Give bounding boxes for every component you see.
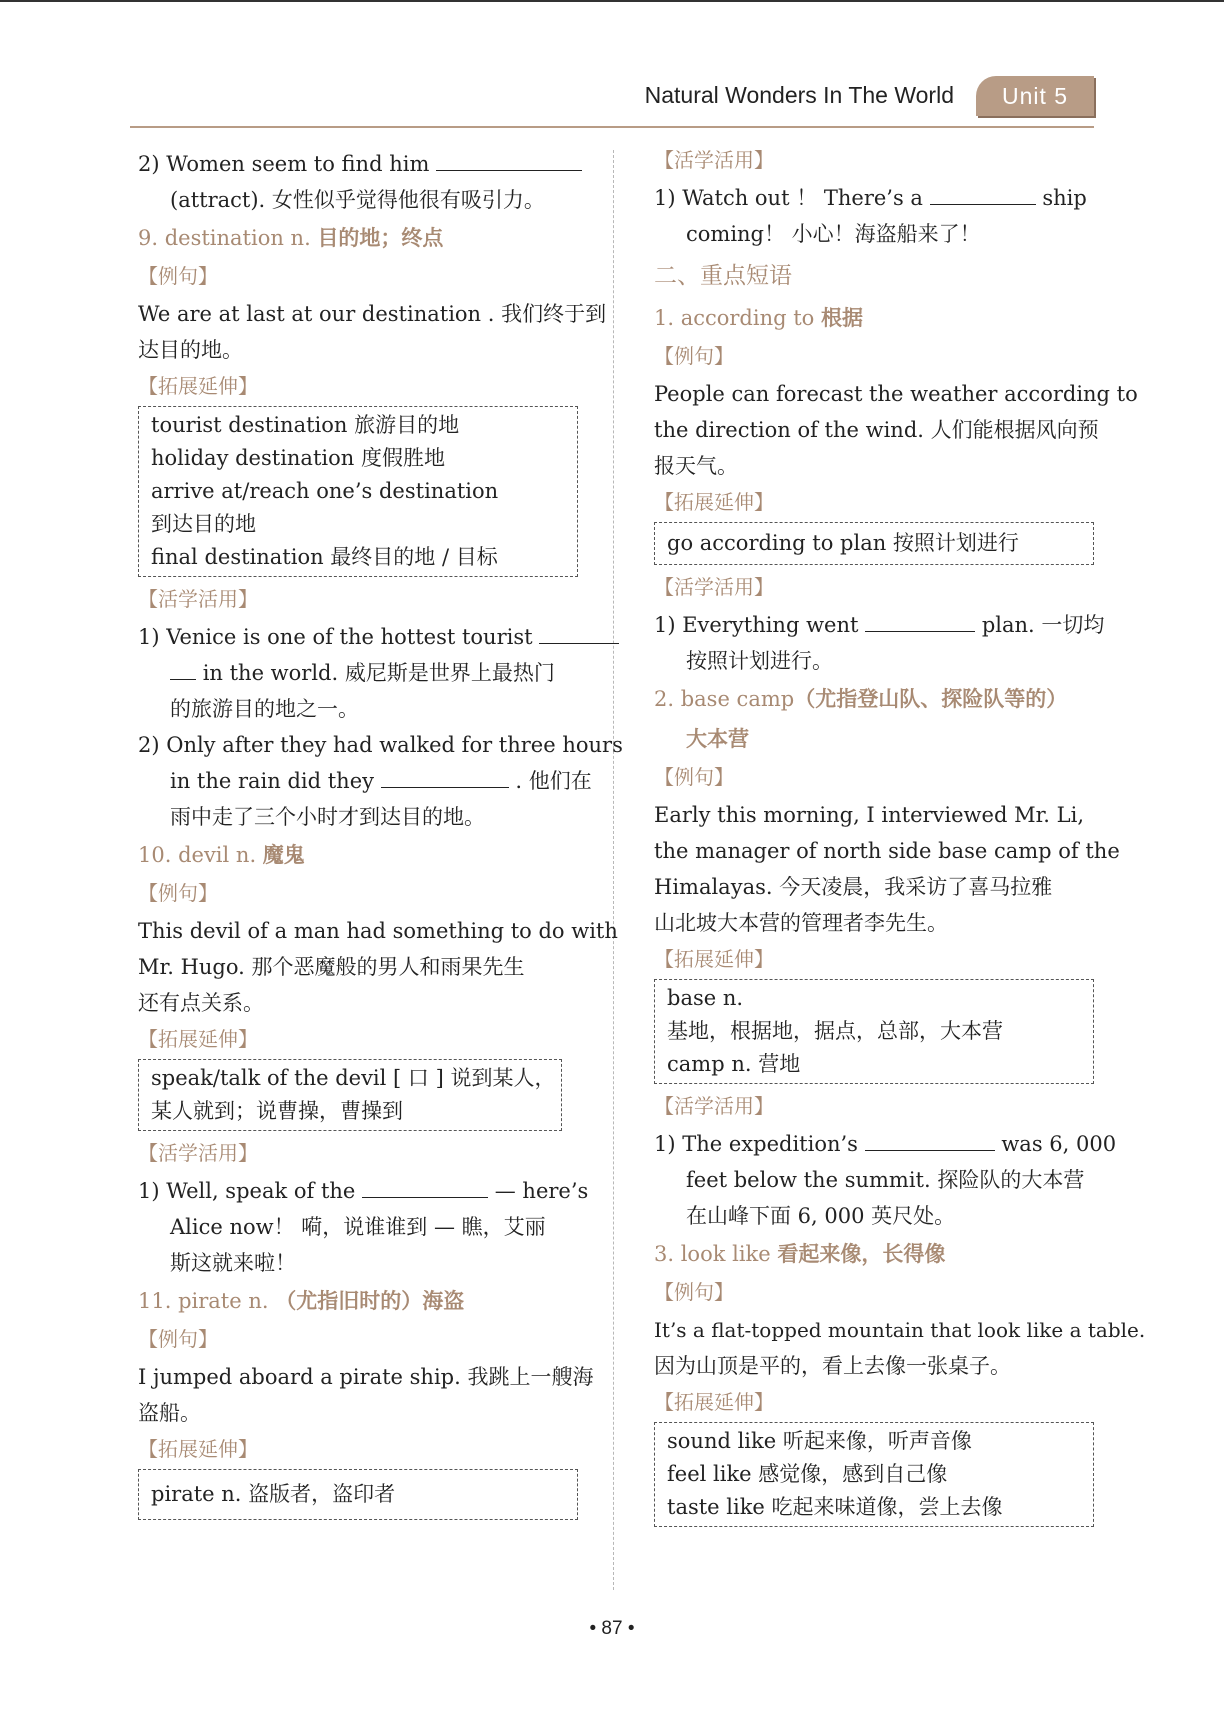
extension-line: feel like 感觉像，感到自己像	[667, 1462, 948, 1486]
page-number: • 87 •	[589, 1618, 635, 1639]
practice-tag: 【活学活用】	[654, 1096, 774, 1118]
example-line: 报天气。	[654, 454, 738, 478]
example-line: 还有点关系。	[138, 991, 264, 1015]
section-title: 二、重点短语	[654, 263, 792, 289]
example-line: 山北坡大本营的管理者李先生。	[654, 911, 948, 935]
example-line: It’s a flat-topped mountain that look like a table.	[654, 1318, 1146, 1342]
example-line: Mr. Hugo. 那个恶魔般的男人和雨果先生	[138, 955, 525, 979]
word-heading: 9. destination n. 目的地；终点	[138, 225, 444, 250]
extension-tag: 【拓展延伸】	[138, 1439, 258, 1461]
exercise-line: in the rain did they . 他们在	[170, 769, 592, 793]
extension-box	[138, 1059, 562, 1131]
answer-blank[interactable]	[381, 769, 509, 788]
extension-line: sound like 听起来像，听声音像	[667, 1429, 972, 1453]
exercise-line: in the world. 威尼斯是世界上最热门	[138, 655, 578, 691]
extension-line: camp n. 营地	[667, 1052, 801, 1076]
exercise-line: 1) Well, speak of the — here’s	[138, 1179, 589, 1203]
word-heading: 11. pirate n. （尤指旧时的）海盗	[138, 1288, 465, 1313]
example-tag: 【例句】	[654, 346, 734, 368]
example-tag: 【例句】	[138, 266, 218, 288]
exercise-line: 雨中走了三个小时才到达目的地。	[170, 805, 485, 829]
extension-tag: 【拓展延伸】	[654, 949, 774, 971]
example-line: 盗船。	[138, 1401, 201, 1425]
exercise-line: feet below the summit. 探险队的大本营	[686, 1168, 1085, 1192]
extension-line: tourist destination 旅游目的地	[151, 413, 460, 437]
example-line: People can forecast the weather according to	[654, 382, 1138, 406]
answer-blank[interactable]	[930, 186, 1036, 205]
example-line: Himalayas. 今天凌晨，我采访了喜马拉雅	[654, 875, 1053, 899]
exercise-line: 在山峰下面 6, 000 英尺处。	[686, 1204, 956, 1228]
column-divider	[613, 150, 614, 1590]
answer-blank[interactable]	[170, 661, 196, 680]
answer-blank[interactable]	[436, 152, 582, 171]
book-title: Natural Wonders In The World	[644, 82, 954, 108]
extension-box	[138, 406, 578, 577]
example-line: the manager of north side base camp of the	[654, 839, 1120, 863]
exercise-line: (attract). 女性似乎觉得他很有吸引力。	[170, 188, 545, 212]
example-line: We are at last at our destination . 我们终于到	[138, 302, 607, 326]
answer-blank[interactable]	[865, 613, 975, 632]
extension-line: 基地，根据地，据点，总部，大本营	[667, 1019, 1003, 1043]
exercise-line: Alice now！ 嗬，说谁谁到 — 瞧，艾丽	[170, 1215, 546, 1239]
exercise-line: 1) Venice is one of the hottest tourist	[138, 619, 578, 655]
exercise-line: 2) Women seem to find him	[138, 146, 578, 182]
extension-line: arrive at/reach one’s destination	[151, 479, 499, 503]
example-line: 达目的地。	[138, 338, 243, 362]
example-line: I jumped aboard a pirate ship. 我跳上一艘海	[138, 1365, 594, 1389]
extension-tag: 【拓展延伸】	[138, 376, 258, 398]
extension-box	[654, 1422, 1094, 1527]
example-line: Early this morning, I interviewed Mr. Li,	[654, 803, 1084, 827]
practice-tag: 【活学活用】	[654, 150, 774, 172]
exercise-line: 斯这就来啦！	[170, 1251, 296, 1275]
example-line: the direction of the wind. 人们能根据风向预	[654, 418, 1099, 442]
exercise-line: 1) Everything went plan. 一切均	[654, 613, 1105, 637]
phrase-heading: 1. according to 根据	[654, 305, 863, 330]
example-tag: 【例句】	[654, 767, 734, 789]
exercise-line: 1) The expedition’s was 6, 000	[654, 1132, 1117, 1156]
exercise-line: 的旅游目的地之一。	[170, 697, 359, 721]
example-tag: 【例句】	[654, 1282, 734, 1304]
extension-line: holiday destination 度假胜地	[151, 446, 445, 470]
practice-tag: 【活学活用】	[138, 1143, 258, 1165]
page-header	[130, 76, 1094, 128]
exercise-line: 2) Only after they had walked for three hours	[138, 733, 623, 757]
extension-line: taste like 吃起来味道像，尝上去像	[667, 1495, 1003, 1519]
exercise-line: 1) Watch out ！ There’s a ship	[654, 186, 1087, 210]
example-line: This devil of a man had something to do with	[138, 919, 618, 943]
extension-line: final destination 最终目的地 / 目标	[151, 545, 498, 569]
left-column	[138, 146, 623, 1524]
extension-line: 到达目的地	[151, 512, 256, 536]
practice-tag: 【活学活用】	[654, 577, 774, 599]
example-tag: 【例句】	[138, 883, 218, 905]
extension-line: go according to plan 按照计划进行	[667, 531, 1019, 555]
header-rule	[130, 126, 1094, 128]
unit-tab: Unit 5	[976, 76, 1094, 116]
extension-box	[654, 979, 1094, 1084]
phrase-heading: 2. base camp（尤指登山队、探险队等的）	[654, 686, 1068, 711]
phrase-heading: 3. look like 看起来像，长得像	[654, 1241, 946, 1266]
practice-tag: 【活学活用】	[138, 589, 258, 611]
extension-line: speak/talk of the devil [ 口 ] 说到某人，	[151, 1066, 556, 1090]
extension-box	[654, 522, 1094, 565]
answer-blank[interactable]	[865, 1132, 995, 1151]
word-heading: 10. devil n. 魔鬼	[138, 842, 305, 867]
extension-line: base n.	[667, 986, 744, 1010]
top-border	[0, 0, 1224, 2]
example-tag: 【例句】	[138, 1329, 218, 1351]
phrase-heading-cont: 大本营	[686, 726, 749, 751]
exercise-line: 按照计划进行。	[686, 649, 833, 673]
extension-line: pirate n. 盗版者，盗印者	[151, 1482, 396, 1506]
answer-blank[interactable]	[362, 1179, 488, 1198]
example-line: 因为山顶是平的，看上去像一张桌子。	[654, 1354, 1011, 1378]
extension-tag: 【拓展延伸】	[654, 492, 774, 514]
extension-tag: 【拓展延伸】	[138, 1029, 258, 1051]
answer-blank[interactable]	[539, 625, 619, 644]
right-column	[654, 146, 1146, 1531]
extension-box	[138, 1469, 578, 1520]
extension-tag: 【拓展延伸】	[654, 1392, 774, 1414]
exercise-line: coming！ 小心！海盗船来了！	[686, 222, 981, 246]
extension-line: 某人就到；说曹操，曹操到	[151, 1099, 403, 1123]
